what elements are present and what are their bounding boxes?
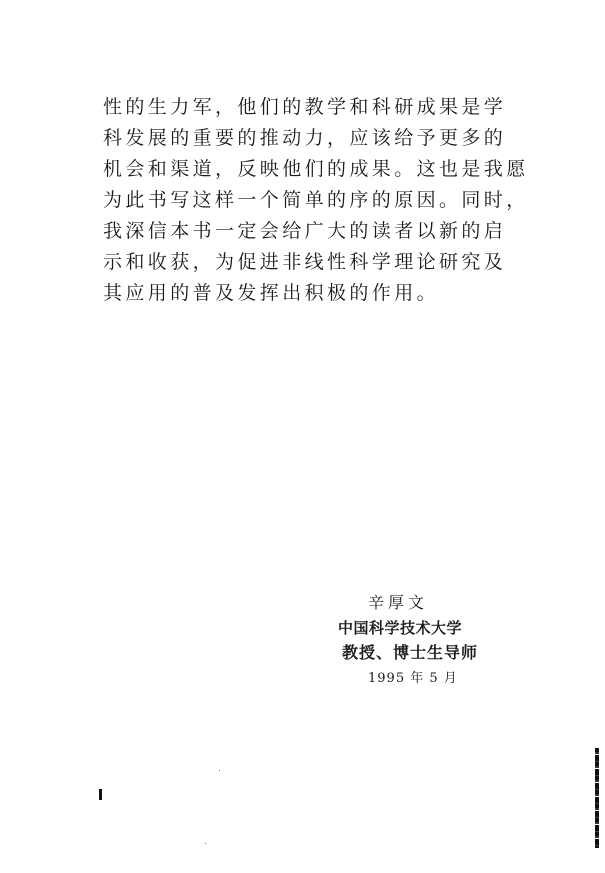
- scan-margin-mark: [99, 789, 102, 800]
- signature-date: 1995 年 5 月: [368, 671, 458, 686]
- body-line-4: 为此书写这样一个简单的序的原因。同时，: [103, 189, 529, 211]
- body-line-3: 机会和渠道，反映他们的成果。这也是我愿: [103, 158, 529, 180]
- body-line-7: 其应用的普及发挥出积极的作用。: [103, 282, 440, 304]
- author-name: 辛厚文: [368, 593, 429, 612]
- body-line-2: 科发展的重要的推动力，应该给予更多的: [103, 127, 507, 149]
- body-line-1: 性的生力军，他们的教学和科研成果是学: [103, 96, 507, 118]
- body-line-5: 我深信本书一定会给广大的读者以新的启: [103, 220, 507, 242]
- author-affiliation: 中国科学技术大学: [338, 619, 463, 637]
- body-line-6: 示和收获，为促进非线性科学理论研究及: [103, 251, 507, 273]
- scan-speck: [205, 843, 206, 844]
- scan-edge-artifact: [595, 748, 599, 848]
- author-title: 教授、博士生导师: [342, 643, 479, 662]
- preface-body-text: [103, 92, 529, 309]
- scan-speck: [219, 770, 220, 771]
